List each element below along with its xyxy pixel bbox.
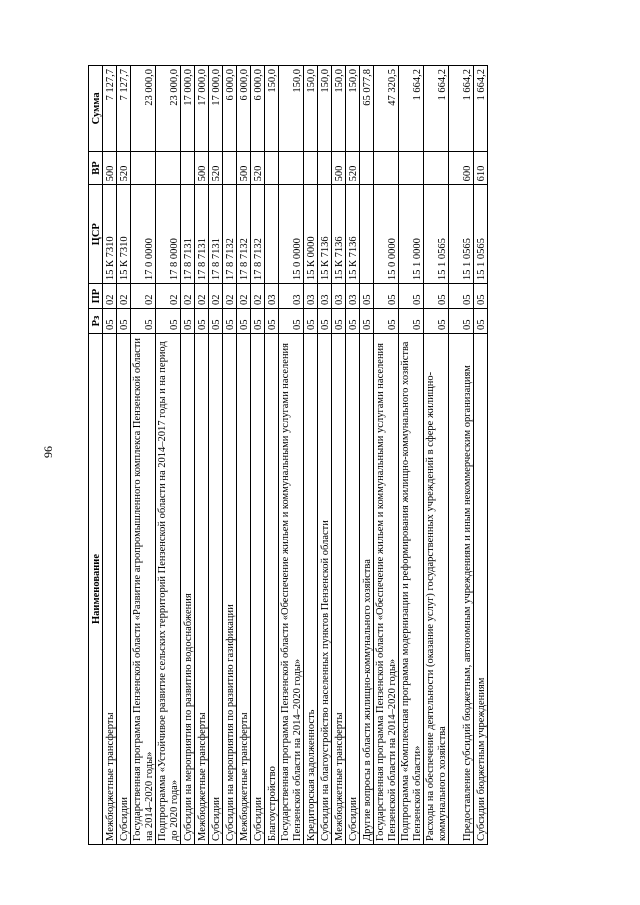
- row-name: Другие вопросы в области жилищно-коммунального хозяйства: [360, 334, 374, 845]
- row-rz: 05: [223, 309, 237, 334]
- row-sum: 150,0: [332, 66, 346, 152]
- row-rz: 05: [181, 309, 195, 334]
- row-rz: 05: [399, 309, 424, 334]
- row-pr: 05: [449, 284, 474, 309]
- row-vr: 520: [251, 151, 265, 185]
- table-row: [424, 66, 449, 845]
- row-sum: 1 664,2: [424, 66, 449, 152]
- row-rz: 05: [318, 309, 332, 334]
- table-row: [279, 66, 304, 845]
- row-vr: 600: [449, 151, 474, 185]
- row-sum: 65 077,8: [360, 66, 374, 152]
- row-pr: 05: [424, 284, 449, 309]
- row-csr: 17 8 7132: [223, 185, 237, 284]
- row-vr: 610: [474, 151, 488, 185]
- row-name: Субсидии на мероприятия по развитию газификации: [223, 334, 237, 845]
- row-pr: 05: [474, 284, 488, 309]
- row-sum: 7 127,7: [103, 66, 117, 152]
- page-number: 96: [41, 446, 55, 458]
- row-pr: 05: [399, 284, 424, 309]
- row-pr: 02: [195, 284, 209, 309]
- table-header-row: [89, 66, 103, 845]
- row-rz: 05: [237, 309, 251, 334]
- row-name: Субсидии: [346, 334, 360, 845]
- row-name: Расходы на обеспечение деятельности (оказание услуг) государственных учреждений в сфере жилищно-коммунального хозяйства: [424, 334, 449, 845]
- row-sum: 150,0: [265, 66, 279, 152]
- row-vr: [318, 151, 332, 185]
- row-sum: 150,0: [304, 66, 318, 152]
- row-sum: 150,0: [279, 66, 304, 152]
- row-csr: 15 1 0565: [449, 185, 474, 284]
- row-pr: 03: [346, 284, 360, 309]
- row-vr: [304, 151, 318, 185]
- row-name: Предоставление субсидий бюджетным, автономным учреждениям и иным некоммерческим организациям: [449, 334, 474, 845]
- row-vr: [279, 151, 304, 185]
- row-pr: 03: [279, 284, 304, 309]
- row-name: Субсидии: [209, 334, 223, 845]
- row-csr: [360, 185, 374, 284]
- row-vr: 520: [117, 151, 131, 185]
- row-csr: 15 К 0000: [304, 185, 318, 284]
- row-rz: 05: [209, 309, 223, 334]
- row-rz: 05: [251, 309, 265, 334]
- row-sum: 17 000,0: [209, 66, 223, 152]
- table-row: [251, 66, 265, 845]
- table-row: [360, 66, 374, 845]
- row-csr: 15 1 0565: [474, 185, 488, 284]
- row-pr: 02: [223, 284, 237, 309]
- row-vr: 500: [103, 151, 117, 185]
- row-csr: 17 8 7132: [251, 185, 265, 284]
- row-name: Кредиторская задолженность: [304, 334, 318, 845]
- row-rz: 05: [156, 309, 181, 334]
- table-row: [332, 66, 346, 845]
- row-pr: 03: [332, 284, 346, 309]
- row-name: Государственная программа Пензенской области «Развитие агропромышленного комплекса Пензенской области на 2014–2020 годы»: [131, 334, 156, 845]
- row-rz: 05: [374, 309, 399, 334]
- row-name: Государственная программа Пензенской области «Обеспечение жильем и коммунальными услугами населения Пензенской области на 2014–2020 годы»: [374, 334, 399, 845]
- row-pr: 02: [103, 284, 117, 309]
- table-row: [223, 66, 237, 845]
- row-rz: 05: [332, 309, 346, 334]
- row-csr: 15 1 0565: [424, 185, 449, 284]
- table-row: [474, 66, 488, 845]
- table-row: [304, 66, 318, 845]
- row-vr: 500: [195, 151, 209, 185]
- row-name: Подпрограмма «Устойчивое развитие сельских территорий Пензенской области на 2014–2017 годы и на период до 2020 года»: [156, 334, 181, 845]
- row-rz: 05: [117, 309, 131, 334]
- row-rz: 05: [346, 309, 360, 334]
- row-csr: 17 8 7131: [209, 185, 223, 284]
- row-vr: [399, 151, 424, 185]
- row-rz: 05: [265, 309, 279, 334]
- row-csr: 15 К 7136: [332, 185, 346, 284]
- table-row: [449, 66, 474, 845]
- row-csr: 15 К 7136: [318, 185, 332, 284]
- row-rz: 05: [103, 309, 117, 334]
- row-pr: 03: [304, 284, 318, 309]
- row-vr: 520: [209, 151, 223, 185]
- row-name: Субсидии бюджетным учреждениям: [474, 334, 488, 845]
- table-row: [156, 66, 181, 845]
- header-name: Наименование: [89, 334, 103, 845]
- header-pr: ПР: [89, 284, 103, 309]
- row-rz: 05: [279, 309, 304, 334]
- row-vr: [223, 151, 237, 185]
- row-vr: [360, 151, 374, 185]
- row-sum: 7 127,7: [117, 66, 131, 152]
- row-csr: 15 К 7310: [117, 185, 131, 284]
- header-vr: ВР: [89, 151, 103, 185]
- rotated-table-container: [88, 65, 548, 845]
- row-csr: 17 8 7131: [195, 185, 209, 284]
- row-sum: 150,0: [346, 66, 360, 152]
- table-row: [237, 66, 251, 845]
- row-csr: [265, 185, 279, 284]
- row-vr: 500: [237, 151, 251, 185]
- row-pr: 05: [360, 284, 374, 309]
- row-name: Государственная программа Пензенской области «Обеспечение жильем и коммунальными услугами населения Пензенской области на 2014–2020 годы»: [279, 334, 304, 845]
- table-row: [117, 66, 131, 845]
- row-csr: 17 8 7131: [181, 185, 195, 284]
- row-name: Межбюджетные трансферты: [332, 334, 346, 845]
- row-csr: 17 8 0000: [156, 185, 181, 284]
- row-pr: 02: [181, 284, 195, 309]
- row-csr: 15 К 7136: [346, 185, 360, 284]
- row-pr: 03: [265, 284, 279, 309]
- row-sum: 1 664,2: [474, 66, 488, 152]
- table-row: [265, 66, 279, 845]
- row-rz: 05: [360, 309, 374, 334]
- row-csr: 15 К 7310: [103, 185, 117, 284]
- row-rz: 05: [304, 309, 318, 334]
- row-vr: 500: [332, 151, 346, 185]
- row-rz: 05: [131, 309, 156, 334]
- table-row: [374, 66, 399, 845]
- row-rz: 05: [474, 309, 488, 334]
- row-pr: 02: [209, 284, 223, 309]
- row-vr: [131, 151, 156, 185]
- row-name: Субсидии на мероприятия по развитию водоснабжения: [181, 334, 195, 845]
- header-rz: Рз: [89, 309, 103, 334]
- row-vr: [374, 151, 399, 185]
- row-sum: 6 000,0: [237, 66, 251, 152]
- table-row: [346, 66, 360, 845]
- row-sum: 6 000,0: [223, 66, 237, 152]
- row-sum: 6 000,0: [251, 66, 265, 152]
- row-sum: 1 664,2: [449, 66, 474, 152]
- header-csr: ЦСР: [89, 185, 103, 284]
- table-row: [195, 66, 209, 845]
- row-csr: 15 1 0000: [399, 185, 424, 284]
- row-name: Благоустройство: [265, 334, 279, 845]
- row-sum: 17 000,0: [195, 66, 209, 152]
- row-rz: 05: [195, 309, 209, 334]
- row-sum: 47 320,5: [374, 66, 399, 152]
- row-name: Межбюджетные трансферты: [237, 334, 251, 845]
- row-vr: [181, 151, 195, 185]
- row-vr: 520: [346, 151, 360, 185]
- row-name: Субсидии: [251, 334, 265, 845]
- table-row: [399, 66, 424, 845]
- budget-table: [88, 65, 488, 845]
- row-pr: 02: [117, 284, 131, 309]
- row-sum: 1 664,2: [399, 66, 424, 152]
- row-name: Межбюджетные трансферты: [195, 334, 209, 845]
- table-row: [103, 66, 117, 845]
- row-name: Субсидии: [117, 334, 131, 845]
- table-row: [181, 66, 195, 845]
- row-name: Субсидии на благоустройство населенных пунктов Пензенской области: [318, 334, 332, 845]
- row-sum: 23 000,0: [131, 66, 156, 152]
- row-sum: 17 000,0: [181, 66, 195, 152]
- table-row: [209, 66, 223, 845]
- row-csr: 15 0 0000: [279, 185, 304, 284]
- row-vr: [156, 151, 181, 185]
- row-csr: 15 0 0000: [374, 185, 399, 284]
- table-row: [131, 66, 156, 845]
- row-pr: 03: [318, 284, 332, 309]
- row-pr: 02: [156, 284, 181, 309]
- row-pr: 05: [374, 284, 399, 309]
- row-name: Подпрограмма «Комплексная программа модернизации и реформирования жилищно-коммунального хозяйства Пензенской области»: [399, 334, 424, 845]
- row-rz: 05: [424, 309, 449, 334]
- row-csr: 17 0 0000: [131, 185, 156, 284]
- row-sum: 150,0: [318, 66, 332, 152]
- row-rz: 05: [449, 309, 474, 334]
- row-pr: 02: [237, 284, 251, 309]
- row-vr: [424, 151, 449, 185]
- row-pr: 02: [131, 284, 156, 309]
- row-pr: 02: [251, 284, 265, 309]
- row-sum: 23 000,0: [156, 66, 181, 152]
- row-csr: 17 8 7132: [237, 185, 251, 284]
- table-row: [318, 66, 332, 845]
- row-name: Межбюджетные трансферты: [103, 334, 117, 845]
- row-vr: [265, 151, 279, 185]
- header-sum: Сумма: [89, 66, 103, 152]
